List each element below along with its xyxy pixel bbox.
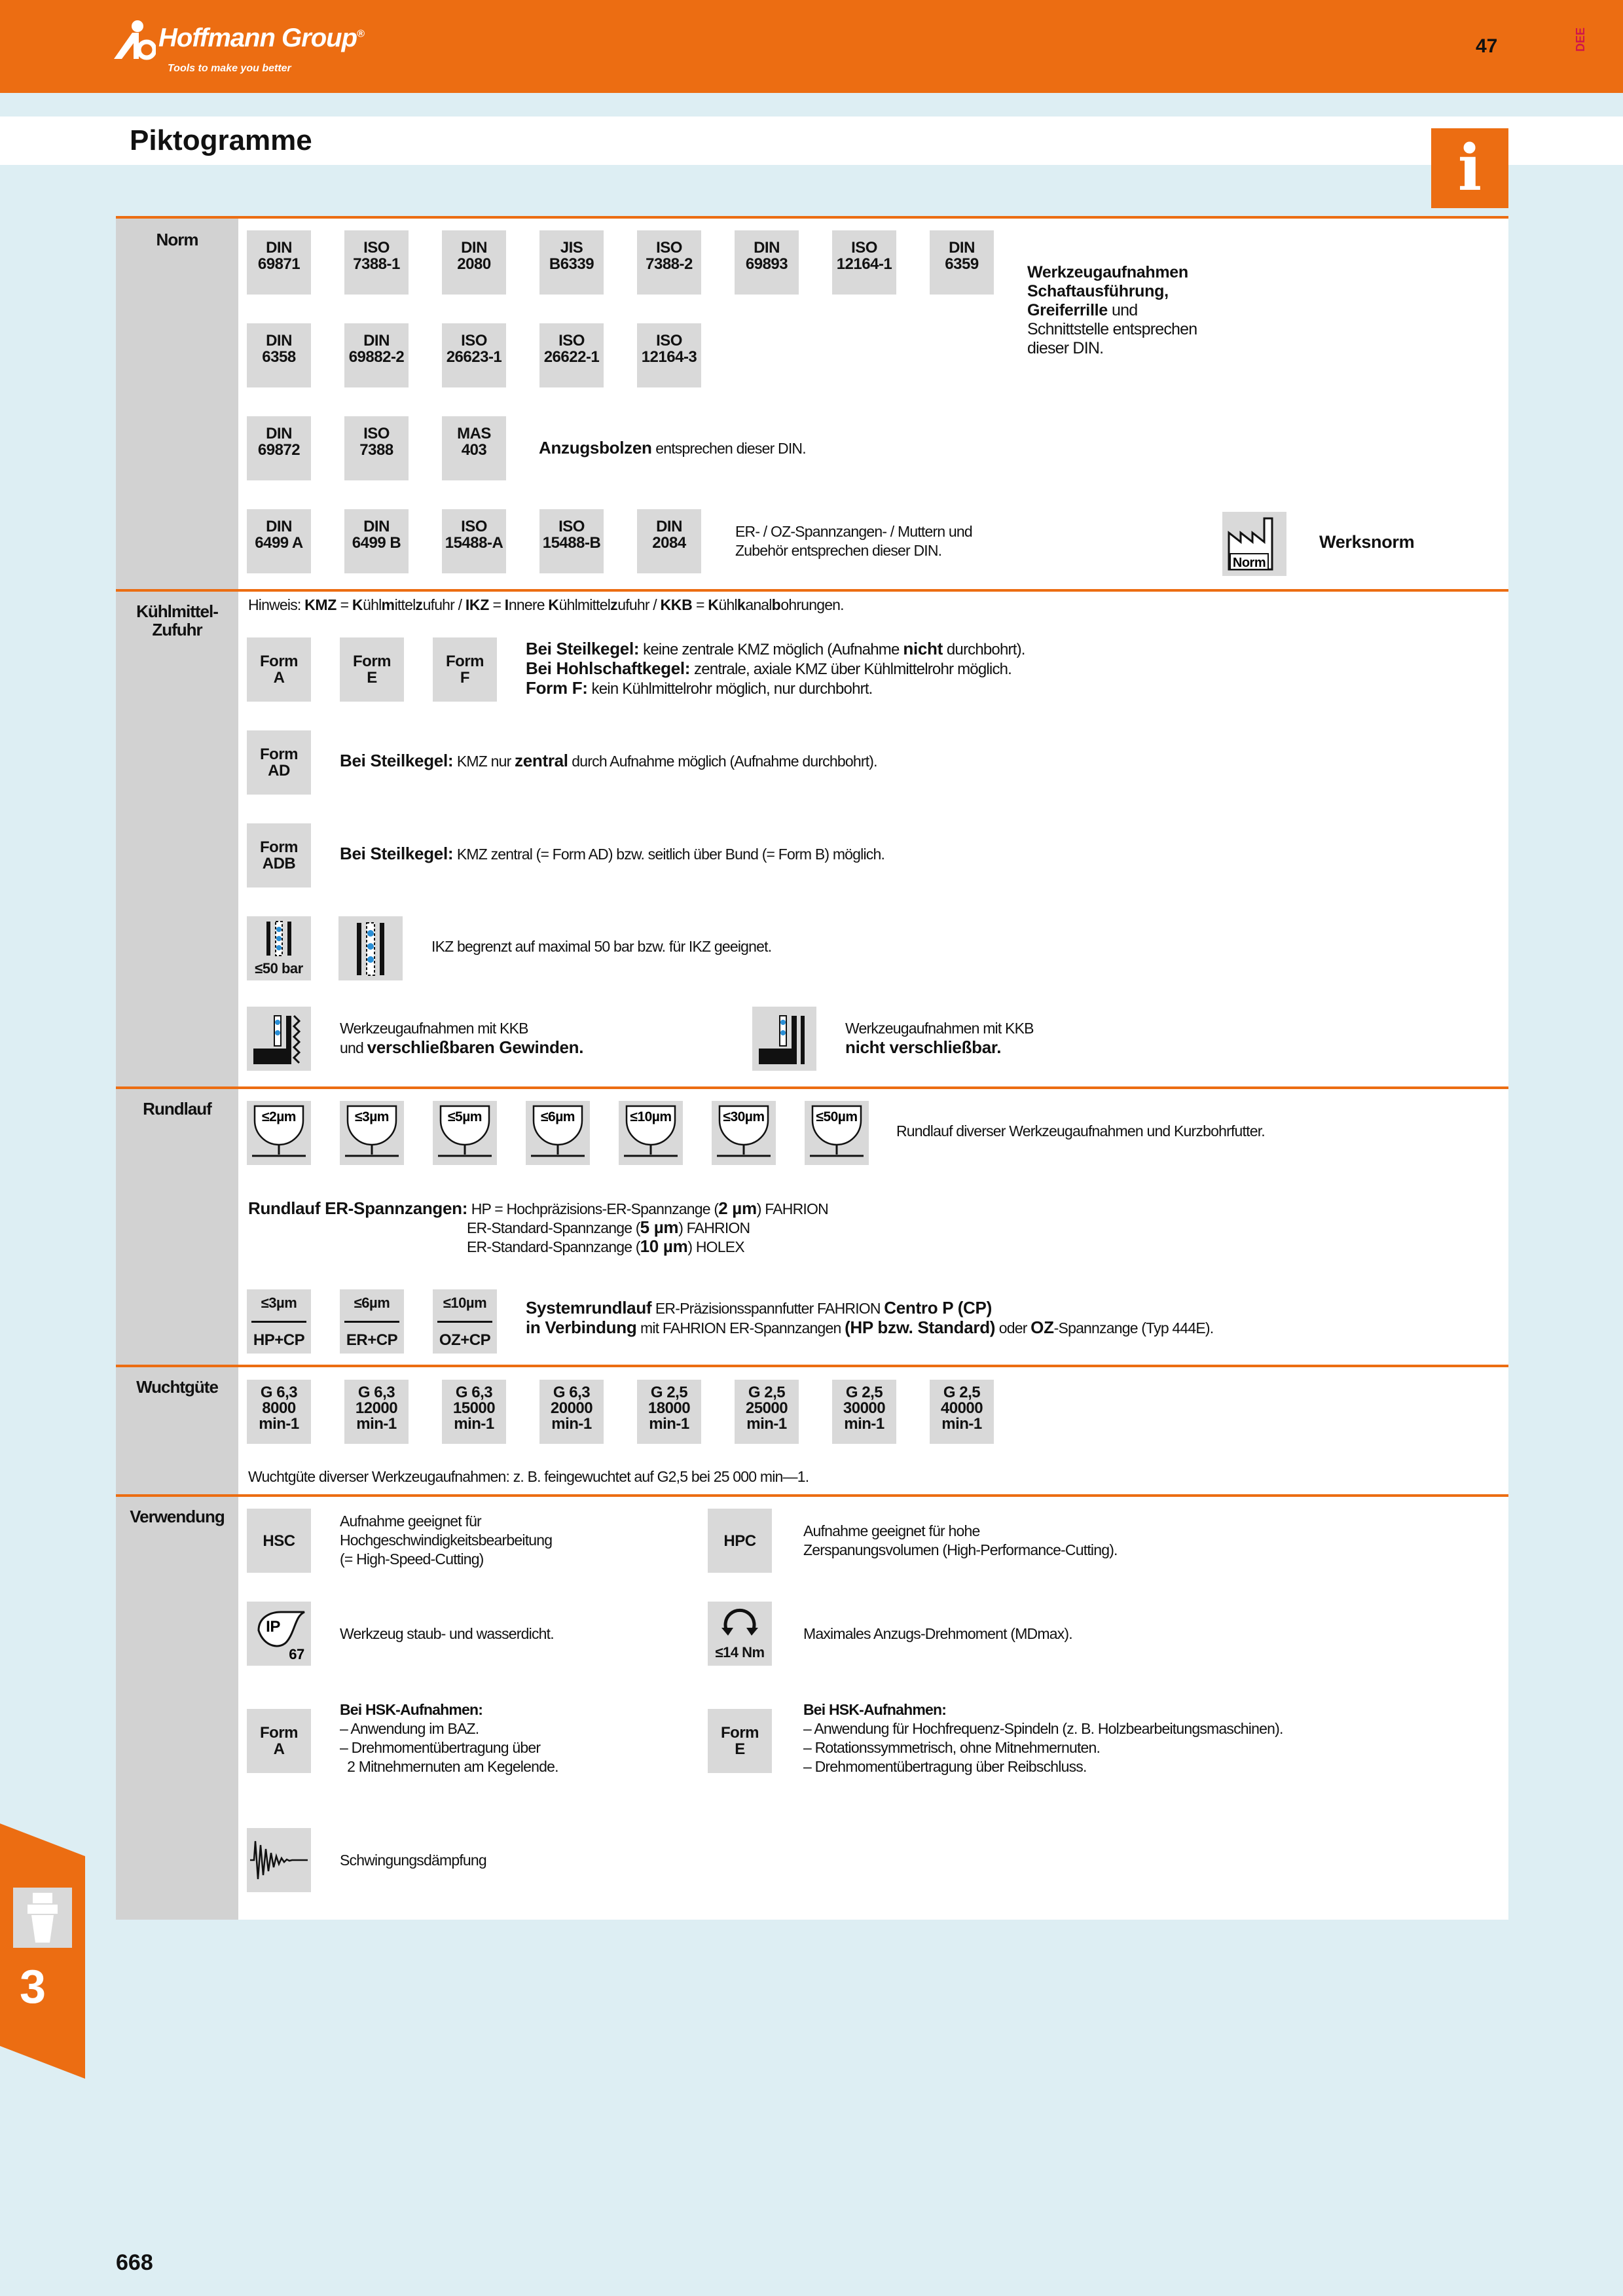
norm-tile — [344, 416, 409, 480]
tile-text: Form — [353, 653, 391, 670]
tile-text: 69882-2 — [348, 348, 405, 366]
tile-text: 7388-1 — [353, 255, 400, 273]
tile-text: 6499 B — [352, 534, 401, 552]
norm-tile — [735, 230, 799, 295]
norm-tile — [637, 323, 701, 387]
norm-tile — [344, 230, 409, 295]
norm-tile — [344, 509, 409, 573]
chapter-number: 3 — [20, 1961, 46, 2013]
system-runout-label: OZ+CP — [439, 1331, 491, 1349]
tile-text: DIN — [266, 425, 292, 442]
pictogram-table — [116, 216, 1508, 1920]
torque-tile — [708, 1602, 772, 1666]
ip67-description: Werkzeug staub- und wasserdicht. — [340, 1625, 554, 1642]
runout-gauge-icon — [434, 1101, 496, 1164]
ikz-channel-icon — [348, 919, 393, 978]
desc-bold: Werkzeugaufnahmen — [1027, 263, 1188, 281]
norm-tile — [247, 509, 311, 573]
kkb-closable-description: Werkzeugaufnahmen mit KKB und verschließbaren Gewinden. — [340, 1020, 584, 1057]
tile-text: min-1 — [844, 1415, 884, 1433]
tile-text: G 6,3 — [357, 1384, 395, 1401]
coolant-hint: Hinweis: KMZ = Kühlmittelzufuhr / IKZ = Innere Kühlmittelzufuhr / KKB = Kühlkanalbohrungen. — [248, 596, 844, 613]
tile-text: 26623-1 — [446, 348, 502, 366]
tile-text: 40000 — [940, 1399, 983, 1417]
tile-text: min-1 — [356, 1415, 397, 1433]
balance-tile — [539, 1380, 604, 1444]
tile-text: 69871 — [257, 255, 301, 273]
runout-gauge-icon — [713, 1101, 775, 1164]
kkb-not-closable-tile — [752, 1007, 816, 1071]
tile-text: min-1 — [941, 1415, 982, 1433]
hsk-form-e-description: Bei HSK-Aufnahmen: – Anwendung für Hochfrequenz-Spindeln (z. B. Holzbearbeitungsmaschinen). – Rotationssymmetrisch, ohne Mitnehmernuten. – Drehmomentübertragung über Reibschluss. — [803, 1701, 1283, 1775]
form-adb-tile: Form ADB — [247, 823, 311, 888]
brand-tagline: Tools to make you better — [168, 63, 291, 74]
chapter-tab[interactable] — [0, 1823, 85, 2079]
runout-tile — [433, 1101, 497, 1165]
runout-description: Rundlauf diverser Werkzeugaufnahmen und Kurzbohrfutter. — [896, 1122, 1265, 1139]
desc-text: und — [1107, 301, 1138, 319]
torque-icon — [720, 1607, 759, 1641]
norm-tile — [442, 323, 506, 387]
tile-text: DIN — [266, 239, 292, 257]
system-runout-label: HP+CP — [253, 1331, 305, 1349]
hoffmann-logo-icon — [113, 18, 156, 60]
tile-text: G 2,5 — [845, 1384, 883, 1401]
norm-tile — [247, 323, 311, 387]
norm-tile — [539, 230, 604, 295]
tile-text: 30000 — [843, 1399, 886, 1417]
ip-rating-icon — [249, 1604, 308, 1663]
tile-text: MAS — [457, 425, 491, 442]
ikz-limit-label: ≤50 bar — [255, 960, 303, 977]
tile-text: F — [460, 669, 470, 687]
werksnorm-label — [1319, 533, 1414, 552]
balance-tile — [930, 1380, 994, 1444]
norm-tile — [344, 323, 409, 387]
divider — [437, 1321, 492, 1323]
werksnorm-text: Werksnorm — [1319, 532, 1415, 552]
tile-text: min-1 — [259, 1415, 299, 1433]
tile-text: DIN — [363, 332, 390, 350]
norm-description — [1027, 263, 1197, 358]
tile-text: 6358 — [262, 348, 296, 366]
norm-tile — [247, 230, 311, 295]
kkb-not-closable-description: Werkzeugaufnahmen mit KKB nicht verschließbar. — [845, 1020, 1034, 1057]
form-ad-tile: Form AD — [247, 730, 311, 795]
tile-text: G 6,3 — [455, 1384, 493, 1401]
damping-tile — [247, 1828, 311, 1892]
balance-tile — [344, 1380, 409, 1444]
system-runout-tile — [433, 1289, 497, 1354]
tile-text: DIN — [949, 239, 975, 257]
runout-gauge-icon — [341, 1101, 403, 1164]
system-runout-value: ≤6µm — [354, 1295, 390, 1311]
runout-gauge-icon — [527, 1101, 589, 1164]
section-label-coolant — [116, 602, 238, 639]
section-label-line: Kühlmittel- — [136, 601, 218, 621]
tile-text: 6359 — [945, 255, 979, 273]
runout-tile — [805, 1101, 869, 1165]
tile-text: DIN — [363, 518, 390, 535]
desc-line: ER- / OZ-Spannzangen- / Muttern und — [735, 523, 972, 540]
page-number: 668 — [116, 2250, 153, 2275]
tile-text: DIN — [266, 518, 292, 535]
tile-text: 69872 — [257, 441, 301, 459]
norm-tile — [442, 509, 506, 573]
anzugsbolzen-description — [539, 439, 806, 458]
system-runout-value: ≤10µm — [443, 1295, 487, 1311]
balance-tile — [247, 1380, 311, 1444]
runout-value: ≤10µm — [630, 1109, 672, 1124]
tile-text: 403 — [461, 441, 487, 459]
tile-text: min-1 — [746, 1415, 787, 1433]
form-ad-description: Bei Steilkegel: KMZ nur zentral durch Aufnahme möglich (Aufnahme durchbohrt). — [340, 751, 877, 770]
runout-gauge-icon — [806, 1101, 867, 1164]
divider — [251, 1321, 306, 1323]
norm-tile — [637, 509, 701, 573]
svg-text:IP: IP — [266, 1618, 280, 1636]
coolant-form-tile — [433, 637, 497, 702]
norm-tile — [930, 230, 994, 295]
desc-text: dieser DIN. — [1027, 339, 1104, 357]
tile-text: Form — [260, 653, 298, 670]
desc-bold: Schaftausführung, — [1027, 282, 1169, 300]
runout-value: ≤3µm — [355, 1109, 389, 1124]
norm-tile — [442, 230, 506, 295]
tile-text: 18000 — [647, 1399, 691, 1417]
werksnorm-icon-label: Norm — [1232, 556, 1266, 570]
divider — [344, 1321, 399, 1323]
tile-text: 12164-3 — [641, 348, 697, 366]
section-label-norm: Norm — [156, 230, 198, 249]
desc-line: Form F: kein Kühlmittelrohr möglich, nur durchbohrt. — [526, 678, 873, 698]
balance-tile — [832, 1380, 896, 1444]
tile-text: Form — [446, 653, 484, 670]
tile-text: ISO — [851, 239, 877, 257]
tile-text: 2084 — [652, 534, 686, 552]
section-label-use: Verwendung — [130, 1507, 225, 1526]
ikz-tile — [338, 916, 403, 980]
tile-text: 12000 — [355, 1399, 398, 1417]
tool-holder-icon — [13, 1888, 72, 1948]
tile-text: ISO — [558, 332, 585, 350]
section-label-runout: Rundlauf — [143, 1099, 211, 1119]
divider — [116, 1494, 1508, 1497]
tile-text: 7388 — [359, 441, 393, 459]
desc-line: Zubehör entsprechen dieser DIN. — [735, 542, 942, 559]
tile-text: 25000 — [745, 1399, 788, 1417]
balance-tile — [442, 1380, 506, 1444]
runout-gauge-icon — [248, 1101, 310, 1164]
er-runout-line: ER-Standard-Spannzange (5 µm) FAHRION — [467, 1217, 750, 1237]
tile-text: E — [367, 669, 377, 687]
tile-text: ISO — [656, 239, 682, 257]
chapter-page-number: 47 — [1476, 35, 1498, 57]
tile-text: DIN — [266, 332, 292, 350]
system-runout-value: ≤3µm — [261, 1295, 297, 1311]
tile-text: ISO — [461, 518, 487, 535]
norm-tile — [637, 230, 701, 295]
balance-tile — [735, 1380, 799, 1444]
tile-text: min-1 — [649, 1415, 689, 1433]
balance-tile — [637, 1380, 701, 1444]
divider — [116, 1086, 1508, 1089]
tile-text: A — [273, 669, 285, 687]
tile-text: DIN — [656, 518, 682, 535]
tile-text: G 2,5 — [748, 1384, 786, 1401]
hpc-description: Aufnahme geeignet für hohe Zerspanungsvolumen (High-Performance-Cutting). — [803, 1522, 1118, 1558]
runout-tile — [247, 1101, 311, 1165]
desc-text: entsprechen dieser DIN. — [651, 440, 806, 457]
system-runout-description: Systemrundlauf ER-Präzisionsspannfutter FAHRION Centro P (CP) in Verbindung mit FAHRION ER-Spannzangen (HP bzw. Standard) oder OZ-Spannzange (Typ 444E). — [526, 1298, 1214, 1337]
werksnorm-icon — [1222, 512, 1286, 576]
runout-gauge-icon — [620, 1101, 682, 1164]
forms-description — [526, 639, 1025, 698]
tile-text: ISO — [558, 518, 585, 535]
label-column — [116, 216, 238, 1920]
tile-text: G 6,3 — [553, 1384, 591, 1401]
divider — [116, 589, 1508, 592]
tile-text: ISO — [363, 239, 390, 257]
page-title: Piktogramme — [130, 124, 312, 156]
tile-text: 8000 — [262, 1399, 296, 1417]
er-runout-line: ER-Standard-Spannzange (10 µm) HOLEX — [467, 1236, 744, 1256]
runout-value: ≤30µm — [723, 1109, 765, 1124]
tile-text: ISO — [461, 332, 487, 350]
tile-text: 6499 A — [255, 534, 303, 552]
ip67-tile — [247, 1602, 311, 1666]
brand-name: Hoffmann Group® — [158, 24, 364, 52]
norm-tile — [442, 416, 506, 480]
kkb-thread-icon — [249, 1009, 308, 1068]
runout-tile — [526, 1101, 590, 1165]
hpc-tile: HPC — [708, 1509, 772, 1573]
norm-tile — [539, 509, 604, 573]
tile-text: DIN — [461, 239, 487, 257]
tile-text: JIS — [560, 239, 583, 257]
tile-text: 15488-A — [445, 534, 503, 552]
tile-text: G 2,5 — [943, 1384, 981, 1401]
factory-icon — [1224, 513, 1285, 575]
form-adb-description: Bei Steilkegel: KMZ zentral (= Form AD) bzw. seitlich über Bund (= Form B) möglich. — [340, 844, 885, 863]
damping-description: Schwingungsdämpfung — [340, 1852, 486, 1869]
tile-text: 12164-1 — [836, 255, 892, 273]
section-label-balance: Wuchtgüte — [136, 1377, 218, 1397]
torque-label: ≤14 Nm — [715, 1644, 765, 1660]
tile-text: 69893 — [745, 255, 788, 273]
desc-bold: Anzugsbolzen — [539, 438, 652, 457]
kkb-channel-icon — [755, 1009, 814, 1068]
tile-text: 26622-1 — [543, 348, 600, 366]
runout-tile — [340, 1101, 404, 1165]
divider — [116, 1365, 1508, 1367]
tile-text: B6339 — [549, 255, 594, 273]
tile-text: 2080 — [457, 255, 491, 273]
tile-text: 15000 — [452, 1399, 496, 1417]
runout-value: ≤5µm — [448, 1109, 482, 1124]
desc-text: Schnittstelle entsprechen — [1027, 320, 1197, 338]
tile-text: ISO — [363, 425, 390, 442]
system-runout-label: ER+CP — [346, 1331, 398, 1349]
hsk-form-a-description: Bei HSK-Aufnahmen: – Anwendung im BAZ. – Drehmomentübertragung über 2 Mitnehmernuten am Kegelende. — [340, 1701, 558, 1775]
info-icon[interactable]: i — [1431, 128, 1508, 208]
hsc-tile: HSC — [247, 1509, 311, 1573]
ikz-description: IKZ begrenzt auf maximal 50 bar bzw. für IKZ geeignet. — [431, 938, 772, 955]
norm-tile — [247, 416, 311, 480]
ikz-limit-tile — [247, 916, 311, 980]
coolant-form-tile — [247, 637, 311, 702]
tile-text: 15488-B — [542, 534, 601, 552]
norm-tile — [539, 323, 604, 387]
tile-text: min-1 — [551, 1415, 592, 1433]
kkb-closable-tile — [247, 1007, 311, 1071]
tile-text: 7388-2 — [646, 255, 693, 273]
norm-tile — [832, 230, 896, 295]
tile-text: ISO — [656, 332, 682, 350]
svg-text:67: 67 — [289, 1646, 304, 1662]
vibration-damping-icon — [249, 1837, 309, 1883]
chapter-tool-icon — [13, 1888, 72, 1948]
runout-value: ≤2µm — [262, 1109, 296, 1124]
tile-text: min-1 — [454, 1415, 494, 1433]
tile-text: 20000 — [550, 1399, 593, 1417]
system-runout-tile — [340, 1289, 404, 1354]
runout-tile — [619, 1101, 683, 1165]
coolant-form-tile — [340, 637, 404, 702]
desc-bold: Greiferrille — [1027, 301, 1108, 319]
tile-text: DIN — [754, 239, 780, 257]
runout-value: ≤50µm — [816, 1109, 858, 1124]
ikz-channel-icon — [263, 920, 295, 957]
desc-line: Bei Hohlschaftkegel: zentrale, axiale KMZ über Kühlmittelrohr möglich. — [526, 658, 1012, 678]
hsk-form-e-tile: Form E — [708, 1709, 772, 1773]
divider — [116, 216, 1508, 219]
tile-text: G 2,5 — [650, 1384, 688, 1401]
language-code: DEE — [1574, 27, 1588, 52]
er-spannzangen-description — [735, 522, 972, 560]
system-runout-tile — [247, 1289, 311, 1354]
hsc-description: Aufnahme geeignet für Hochgeschwindigkeitsbearbeitung (= High-Speed-Cutting) — [340, 1513, 553, 1568]
hsk-form-a-tile: Form A — [247, 1709, 311, 1773]
er-runout-title: Rundlauf ER-Spannzangen: HP = Hochpräzisions-ER-Spannzange (2 µm) FAHRION — [248, 1198, 828, 1218]
runout-tile — [712, 1101, 776, 1165]
section-label-line: Zufuhr — [152, 620, 202, 639]
runout-value: ≤6µm — [541, 1109, 575, 1124]
desc-line: Bei Steilkegel: keine zentrale KMZ möglich (Aufnahme nicht durchbohrt). — [526, 639, 1025, 658]
torque-description: Maximales Anzugs-Drehmoment (MDmax). — [803, 1625, 1072, 1642]
balance-description: Wuchtgüte diverser Werkzeugaufnahmen: z. B. feingewuchtet auf G2,5 bei 25 000 min—1. — [248, 1468, 809, 1485]
tile-text: G 6,3 — [260, 1384, 298, 1401]
